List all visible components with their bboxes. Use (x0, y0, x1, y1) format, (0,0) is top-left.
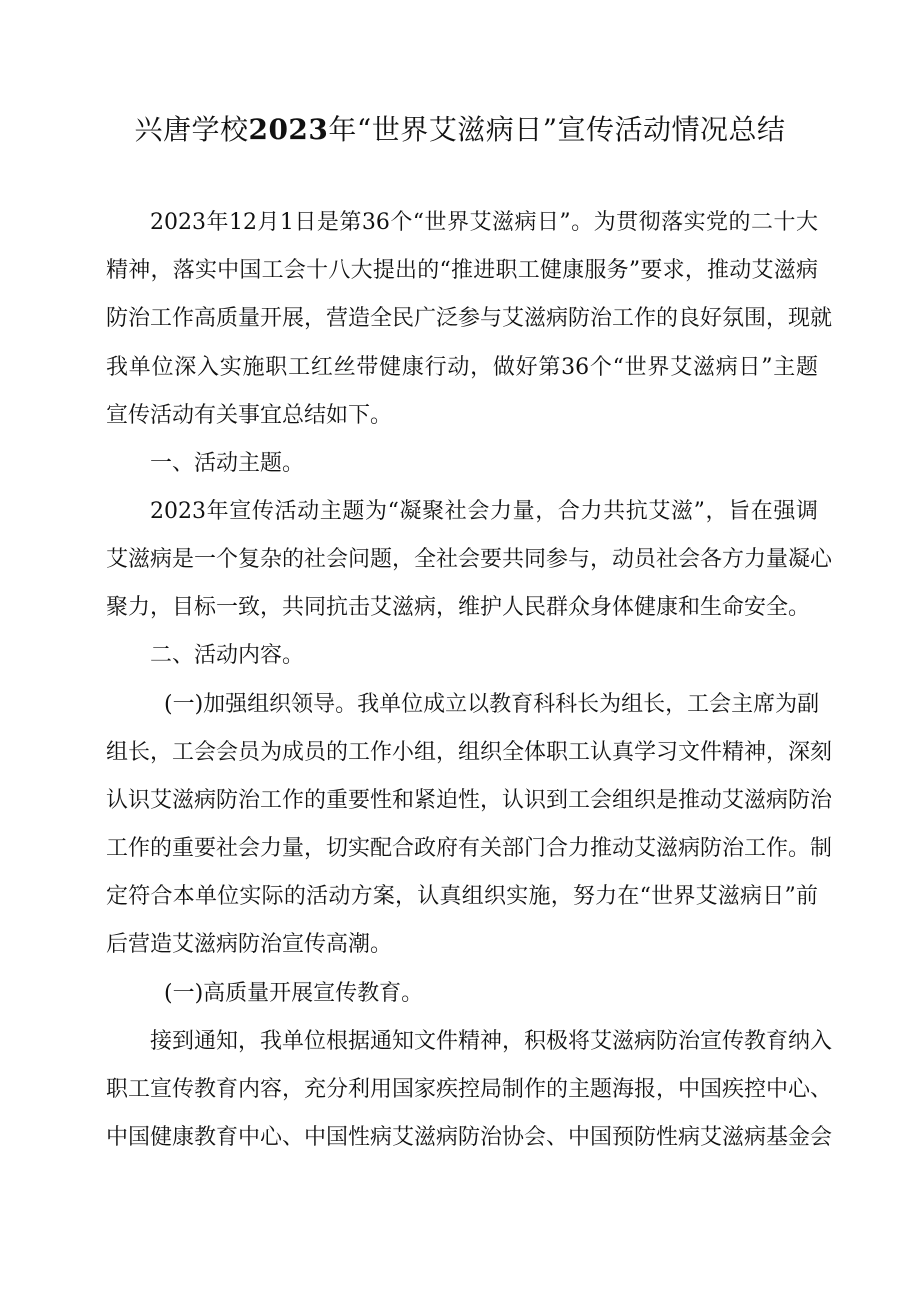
paragraph-line: 聚力，目标一致，共同抗击艾滋病，维护人民群众身体健康和生命安全。 (106, 595, 811, 620)
section-heading: 一、活动主题。 (150, 451, 305, 476)
title-year: 2023 (248, 113, 329, 146)
paragraph-line: 宣传活动有关事宜总结如下。 (106, 403, 393, 428)
paragraph-line: 精神，落实中国工会十八大提出的“推进职工健康服务”要求，推动艾滋病 (106, 258, 818, 283)
section-heading: 二、活动内容。 (150, 643, 305, 668)
title-prefix: 兴唐学校 (134, 113, 249, 146)
paragraph-line: 后营造艾滋病防治宣传高潮。 (106, 932, 393, 957)
paragraph-line: 组长，工会会员为成员的工作小组，组织全体职工认真学习文件精神，深刻 (106, 740, 833, 765)
paragraph-line: 2023年宣传活动主题为“凝聚社会力量，合力共抗艾滋”，旨在强调 (150, 499, 818, 524)
paragraph-line: 接到通知，我单位根据通知文件精神，积极将艾滋病防治宣传教育纳入 (150, 1029, 833, 1054)
subsection-heading: (一)高质量开展宣传教育。 (164, 981, 424, 1006)
paragraph-line: 我单位深入实施职工红丝带健康行动，做好第36个“世界艾滋病日”主题 (106, 355, 818, 380)
paragraph-line: 工作的重要社会力量，切实配合政府有关部门合力推动艾滋病防治工作。制 (106, 836, 833, 861)
paragraph-line: 2023年12月1日是第36个“世界艾滋病日”。为贯彻落实党的二十大 (150, 210, 818, 235)
title-suffix: 年“世界艾滋病日”宣传活动情况总结 (328, 113, 786, 146)
paragraph-line: 职工宣传教育内容，充分利用国家疾控局制作的主题海报，中国疾控中心、 (106, 1077, 833, 1102)
document-title (0, 112, 920, 148)
paragraph-line: 定符合本单位实际的活动方案，认真组织实施，努力在“世界艾滋病日”前 (106, 884, 818, 909)
paragraph-line: 中国健康教育中心、中国性病艾滋病防治协会、中国预防性病艾滋病基金会 (106, 1125, 833, 1150)
paragraph-line: 防治工作高质量开展，营造全民广泛参与艾滋病防治工作的良好氛围，现就 (106, 306, 833, 331)
paragraph-line: (一)加强组织领导。我单位成立以教育科科长为组长，工会主席为副 (164, 692, 820, 717)
paragraph-line: 认识艾滋病防治工作的重要性和紧迫性，认识到工会组织是推动艾滋病防治 (106, 788, 833, 813)
paragraph-line: 艾滋病是一个复杂的社会问题，全社会要共同参与，动员社会各方力量凝心 (106, 547, 833, 572)
